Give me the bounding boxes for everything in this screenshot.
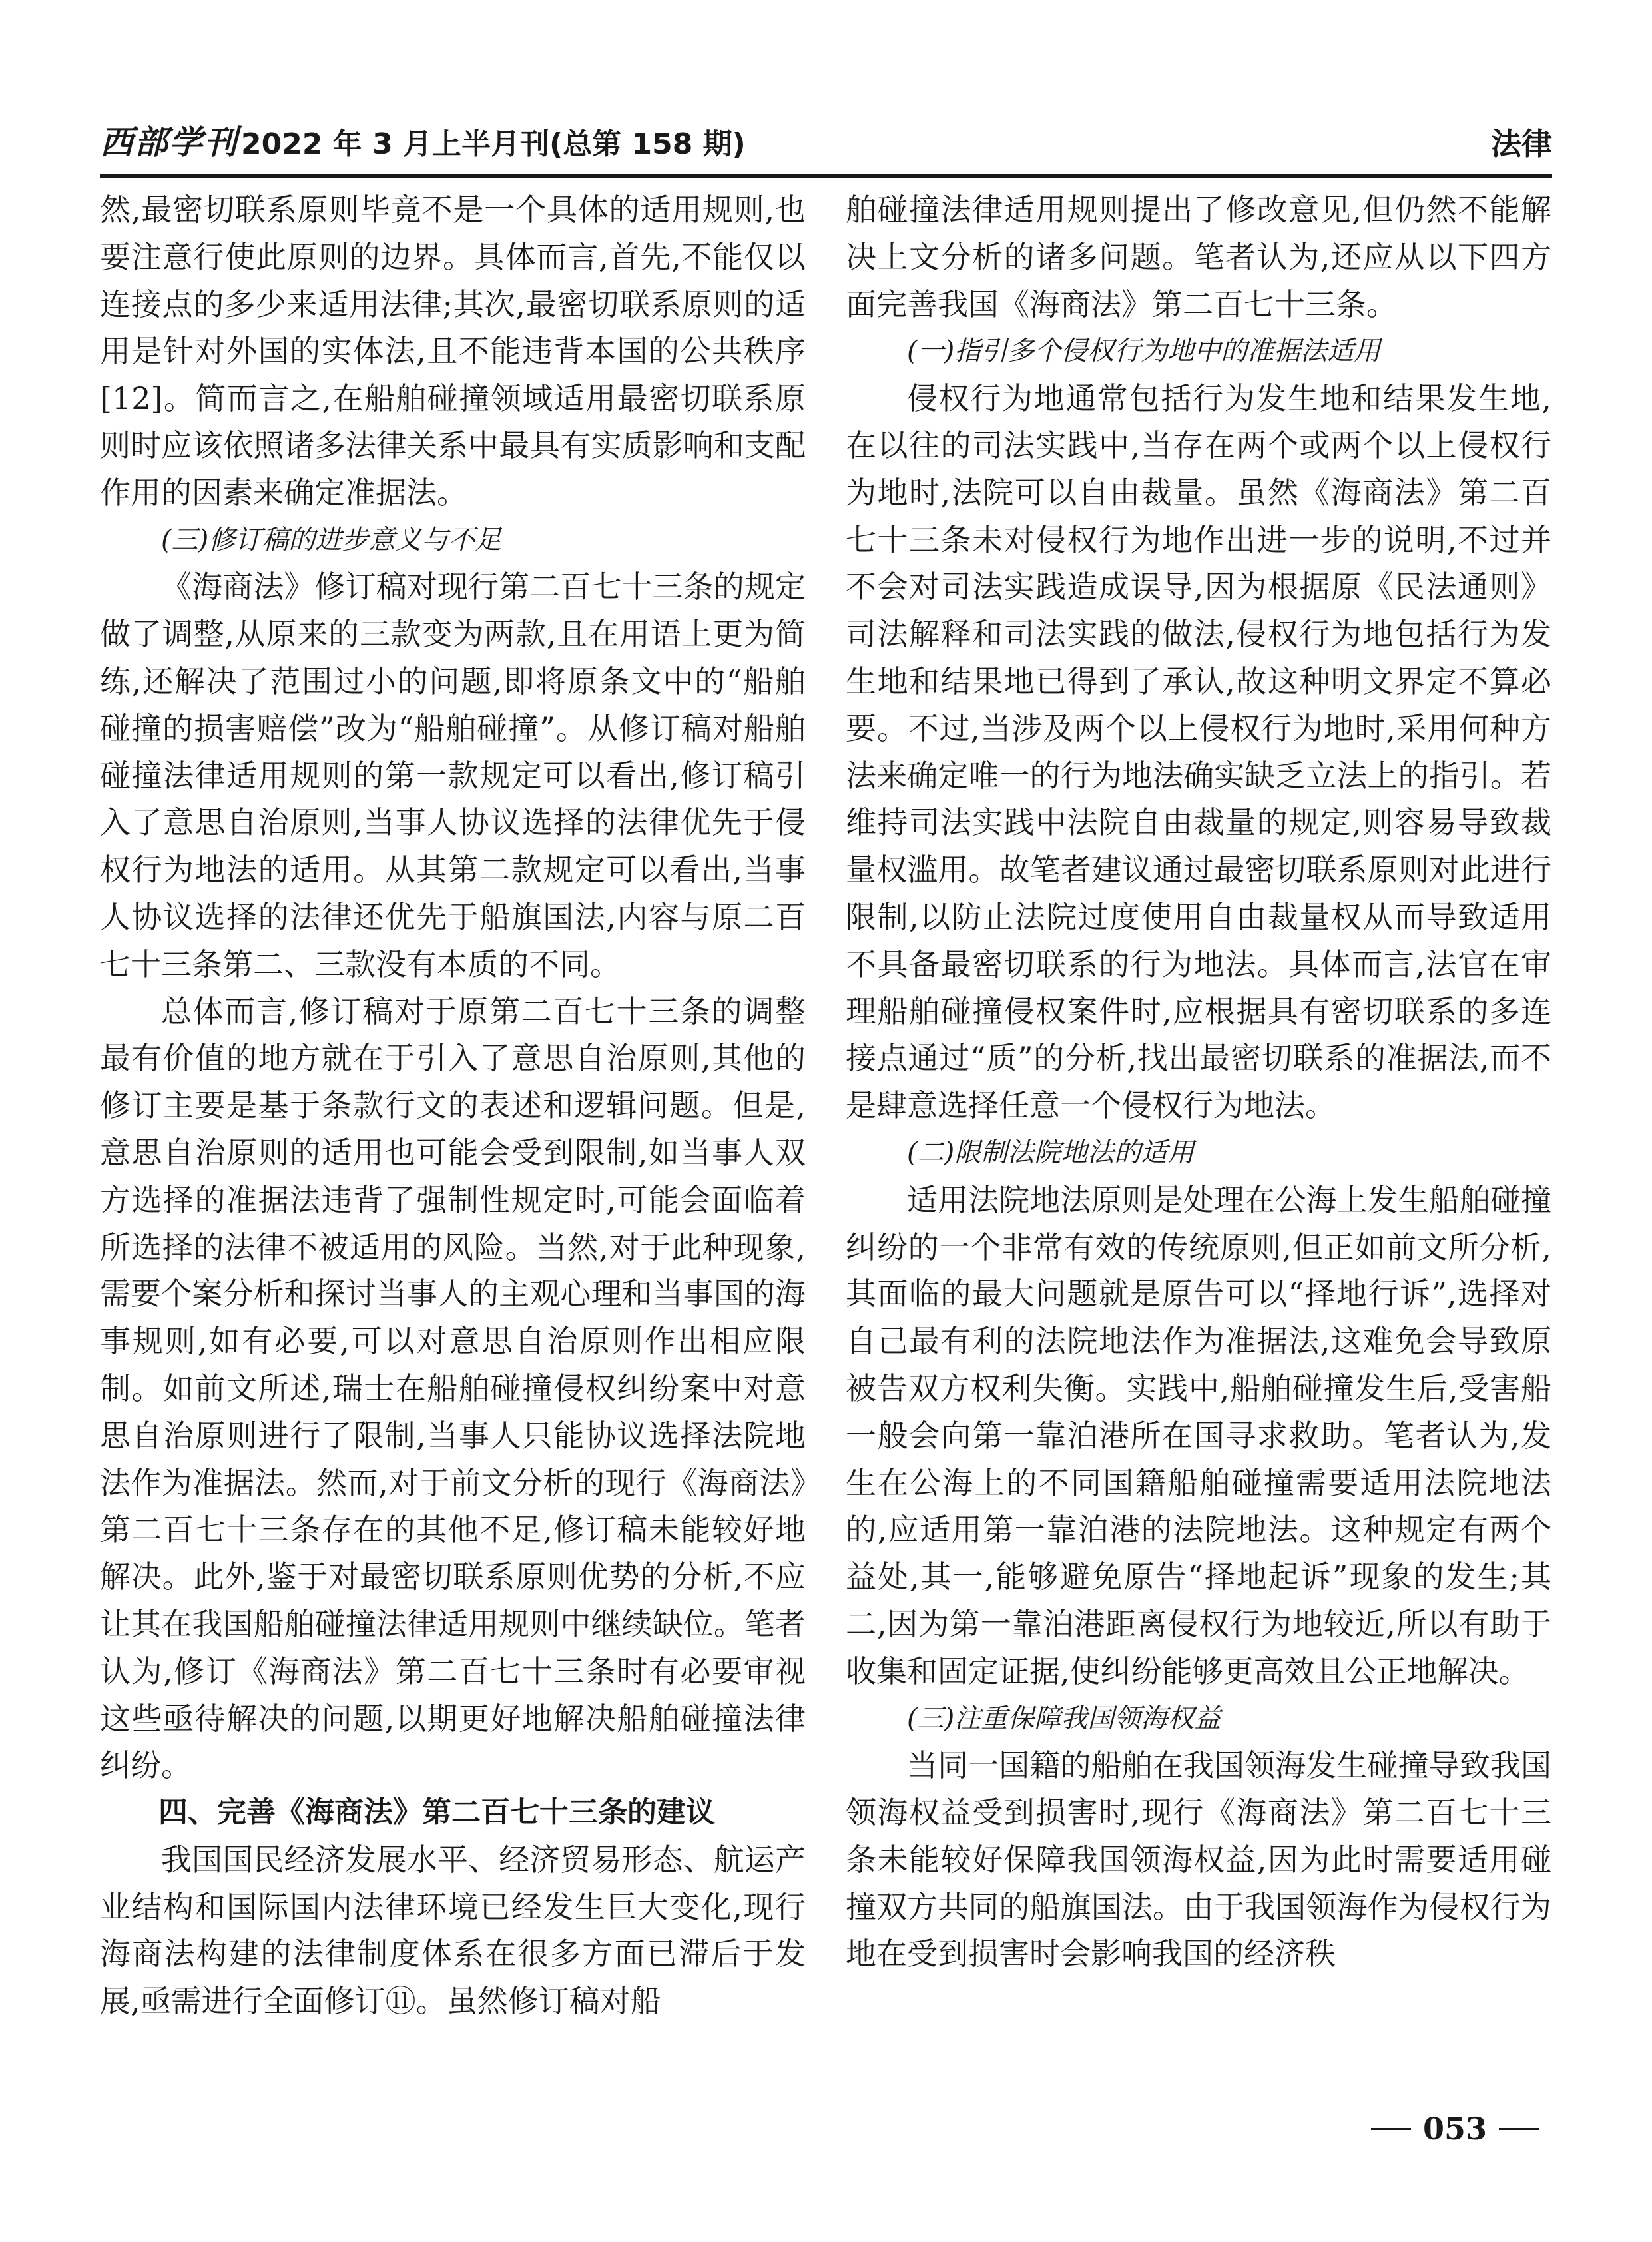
section-name: 法律 [1491,126,1552,162]
left-column [100,186,806,2025]
header-left [100,116,746,164]
paragraph: 侵权行为地通常包括行为发生地和结果发生地,在以往的司法实践中,当存在两个或两个以上侵权行为地时,法院可以自由裁量。虽然《海商法》第二百七十三条未对侵权行为地作出进一步的说明,不过并不会对司法实践造成误导,因为根据原《民法通则》司法解释和司法实践的做法,侵权行为地包括行为发生地和结果地已得到了承认,故这种明文界定不算必要。不过,当涉及两个以上侵权行为地时,采用何种方法来确定唯一的行为地法确实缺乏立法上的指引。若维持司法实践中法院自由裁量的规定,则容易导致裁量权滥用。故笔者建议通过最密切联系原则对此进行限制,以防止法院过度使用自由裁量权从而导致适用不具备最密切联系的行为地法。具体而言,法官在审理船舶碰撞侵权案件时,应根据具有密切联系的多连接点通过“质”的分析,找出最密切联系的准据法,而不是肆意选择任意一个侵权行为地法。 [846,380,1551,1124]
footer-dash-right [1499,2128,1539,2130]
page-header [100,113,1552,178]
section-heading: 四、完善《海商法》第二百七十三条的建议 [158,1795,715,1830]
paragraph: 《海商法》修订稿对现行第二百七十三条的规定做了调整,从原来的三款变为两款,且在用语上更为简练,还解决了范围过小的问题,即将原条文中的“船舶碰撞的损害赔偿”改为“船舶碰撞”。从修订稿对船舶碰撞法律适用规则的第一款规定可以看出,修订稿引入了意思自治原则,当事人协议选择的法律优先于侵权行为地法的适用。从其第二款规定可以看出,当事人协议选择的法律还优先于船旗国法,内容与原二百七十三条第二、三款没有本质的不同。 [100,569,806,982]
footer-dash-left [1371,2128,1411,2130]
journal-logo: 西部学刊 [100,123,238,162]
paragraph: 总体而言,修订稿对于原第二百七十三条的调整最有价值的地方就在于引入了意思自治原则,其他的修订主要是基于条款行文的表述和逻辑问题。但是,意思自治原则的适用也可能会受到限制,如当事人双方选择的准据法违背了强制性规定时,可能会面临着所选择的法律不被适用的风险。当然,对于此种现象,需要个案分析和探讨当事人的主观心理和当事国的海事规则,如有必要,可以对意思自治原则作出相应限制。如前文所述,瑞士在船舶碰撞侵权纠纷案中对意思自治原则进行了限制,当事人只能协议选择法院地法作为准据法。然而,对于前文分析的现行《海商法》第二百七十三条存在的其他不足,修订稿未能较好地解决。此外,鉴于对最密切联系原则优势的分析,不应让其在我国船舶碰撞法律适用规则中继续缺位。笔者认为,修订《海商法》第二百七十三条时有必要审视这些亟待解决的问题,以期更好地解决船舶碰撞法律纠纷。 [100,993,806,1784]
paragraph: 舶碰撞法律适用规则提出了修改意见,但仍然不能解决上文分析的诸多问题。笔者认为,还应从以下四方面完善我国《海商法》第二百七十三条。 [846,192,1551,322]
paragraph: 然,最密切联系原则毕竟不是一个具体的适用规则,也要注意行使此原则的边界。具体而言,首先,不能仅以连接点的多少来适用法律;其次,最密切联系原则的适用是针对外国的实体法,且不能违背本国的公共秩序[12]。简而言之,在船舶碰撞领域适用最密切联系原则时应该依照诸多法律关系中最具有实质影响和支配作用的因素来确定准据法。 [100,192,806,511]
page-number: 053 [1422,2111,1487,2147]
section-heading: (三)修订稿的进步意义与不足 [161,524,502,555]
section-heading: (三)注重保障我国领海权益 [907,1703,1221,1734]
paragraph: 当同一国籍的船舶在我国领海发生碰撞导致我国领海权益受到损害时,现行《海商法》第二百七十三条未能较好保障我国领海权益,因为此时需要适用碰撞双方共同的船旗国法。由于我国领海作为侵权行为地在受到损害时会影响我国的经济秩 [846,1747,1551,1972]
page-footer [1371,2111,1539,2147]
paragraph: 适用法院地法原则是处理在公海上发生船舶碰撞纠纷的一个非常有效的传统原则,但正如前文所分析,其面临的最大问题就是原告可以“择地行诉”,选择对自己最有利的法院地法作为准据法,这难免会导致原被告双方权利失衡。实践中,船舶碰撞发生后,受害船一般会向第一靠泊港所在国寻求救助。笔者认为,发生在公海上的不同国籍船舶碰撞需要适用法院地法的,应适用第一靠泊港的法院地法。这种规定有两个益处,其一,能够避免原告“择地起诉”现象的发生;其二,因为第一靠泊港距离侵权行为地较近,所以有助于收集和固定证据,使纠纷能够更高效且公正地解决。 [846,1181,1551,1689]
section-heading: (一)指引多个侵权行为地中的准据法适用 [907,336,1381,367]
paragraph: 我国国民经济发展水平、经济贸易形态、航运产业结构和国际国内法律环境已经发生巨大变化,现行海商法构建的法律制度体系在很多方面已滞后于发展,亟需进行全面修订⑪。虽然修订稿对船 [100,1841,806,2020]
section-heading: (二)限制法院地法的适用 [907,1137,1195,1168]
right-column [846,186,1551,1978]
issue-info: 2022 年 3 月上半月刊(总第 158 期) [241,127,746,161]
